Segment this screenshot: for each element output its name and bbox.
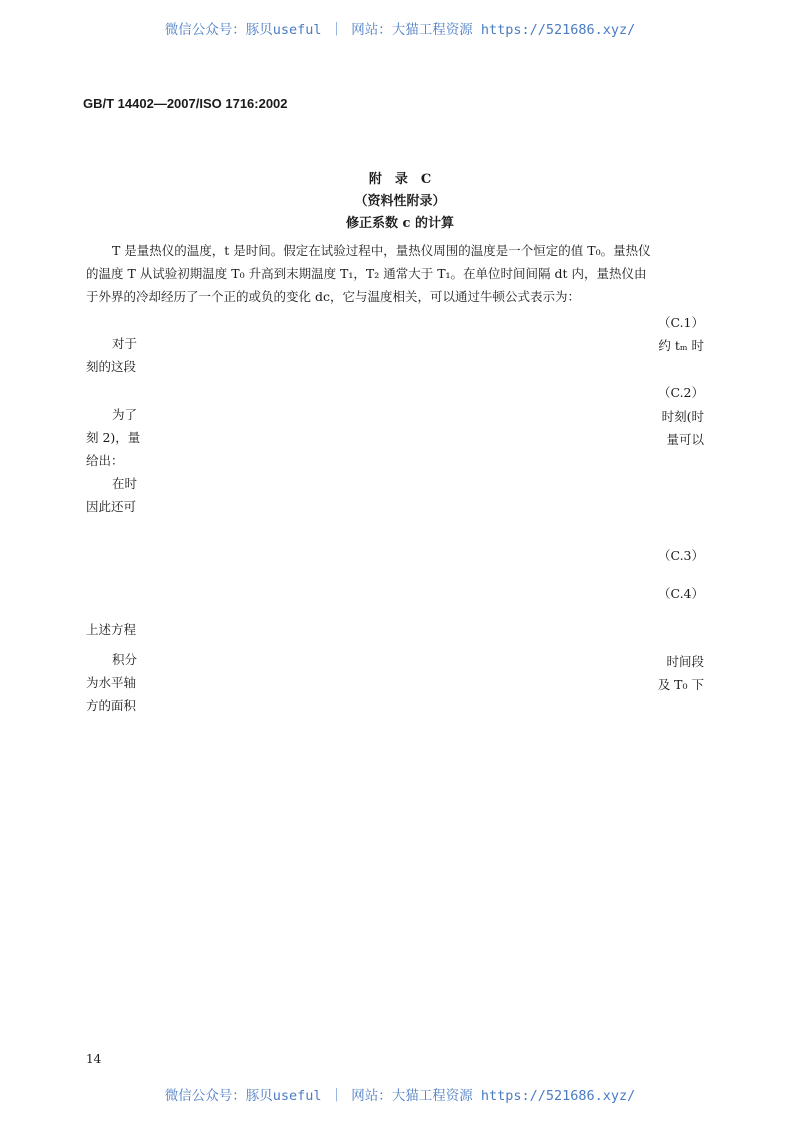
- appendix-heading: 附 录 C: [368, 172, 432, 187]
- page-number: 14: [86, 1052, 102, 1066]
- paragraph-line: 的温度 T 从试验初期温度 T₀ 升高到末期温度 T₁，T₂ 通常大于 T₁。在单位时间间隔 dt 内，量热仪由: [86, 266, 647, 281]
- watermark-bottom: 微信公众号：豚贝useful ｜ 网站：大猫工程资源 https://521686.xyz/: [164, 1088, 636, 1104]
- text-fragment: 量可以: [666, 432, 704, 447]
- text-fragment: 给出：: [86, 453, 124, 468]
- equation-label: （C.2）: [657, 385, 704, 400]
- appendix-subheading: （资料性附录）: [354, 194, 446, 209]
- text-fragment: 在时: [112, 476, 138, 491]
- paragraph-line: 于外界的冷却经历了一个正的或负的变化 dc，它与温度相关，可以通过牛顿公式表示为：: [86, 289, 580, 304]
- text-fragment: 为水平轴: [86, 675, 137, 690]
- text-fragment: 积分: [112, 652, 138, 667]
- text-fragment: 因此还可: [86, 499, 137, 514]
- text-fragment: 刻 2)，量: [86, 430, 141, 445]
- text-fragment: 刻的这段: [86, 359, 137, 374]
- text-fragment: 对于: [112, 336, 138, 351]
- text-fragment: 上述方程: [86, 622, 137, 637]
- equation-label: （C.1）: [657, 315, 704, 330]
- equation-label: （C.4）: [657, 586, 704, 601]
- text-fragment: 方的面积: [86, 698, 137, 713]
- text-fragment: 时刻(时: [661, 409, 704, 424]
- appendix-title: 修正系数 c 的计算: [346, 216, 454, 231]
- text-fragment: 为了: [112, 407, 138, 422]
- paragraph-line: T 是量热仪的温度，t 是时间。假定在试验过程中，量热仪周围的温度是一个恒定的值 T₀。量热仪: [112, 243, 651, 258]
- watermark-top: 微信公众号：豚贝useful ｜ 网站：大猫工程资源 https://521686.xyz/: [164, 22, 636, 38]
- text-fragment: 及 T₀ 下: [657, 677, 704, 692]
- standard-number: GB/T 14402—2007/ISO 1716:2002: [83, 96, 288, 111]
- equation-label: （C.3）: [657, 548, 704, 563]
- text-fragment: 约 tₘ 时: [658, 338, 704, 353]
- text-fragment: 时间段: [666, 654, 704, 669]
